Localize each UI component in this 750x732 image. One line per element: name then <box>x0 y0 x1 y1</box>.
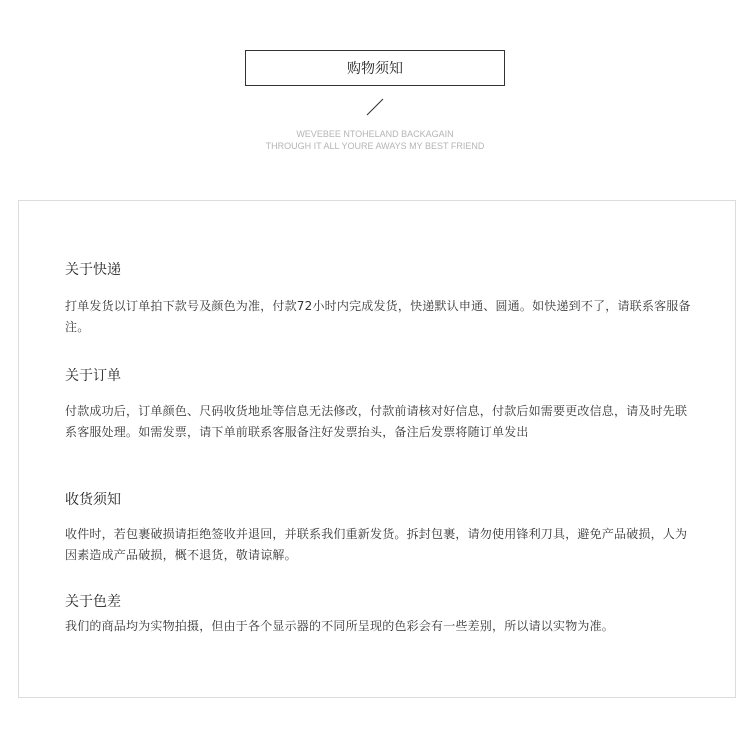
section-heading-shipping: 关于快递 <box>65 262 121 278</box>
subtitle-line-2: THROUGH IT ALL YOURE AWAYS MY BEST FRIEND <box>265 141 485 151</box>
slash-divider-icon <box>366 98 384 116</box>
page-title <box>245 50 505 86</box>
section-heading-order: 关于订单 <box>65 368 121 384</box>
subtitle-line-1: WEVEBEE NTOHELAND BACKAGAIN <box>296 129 454 139</box>
section-heading-receiving: 收货须知 <box>65 492 121 508</box>
section-body-shipping: 打单发货以订单拍下款号及颜色为准，付款72小时内完成发货，快递默认申通、圆通。如快递到不了，请联系客服备注。 <box>65 299 691 334</box>
section-body-order: 付款成功后，订单颜色、尺码收货地址等信息无法修改，付款前请核对好信息，付款后如需要更改信息，请及时先联系客服处理。如需发票，请下单前联系客服备注好发票抬头，备注后发票将随订单发出 <box>65 404 688 439</box>
section-body-color-difference: 我们的商品均为实物拍摄，但由于各个显示器的不同所呈现的色彩会有一些差别，所以请以实物为准。 <box>65 619 615 633</box>
page-title-text: 购物须知 <box>347 61 403 77</box>
section-heading-color-difference: 关于色差 <box>65 594 121 610</box>
section-body-receiving: 收件时，若包裹破损请拒绝签收并退回，并联系我们重新发货。拆封包裹，请勿使用锋利刀具，避免产品破损，人为因素造成产品破损，概不退货，敬请谅解。 <box>65 527 688 562</box>
